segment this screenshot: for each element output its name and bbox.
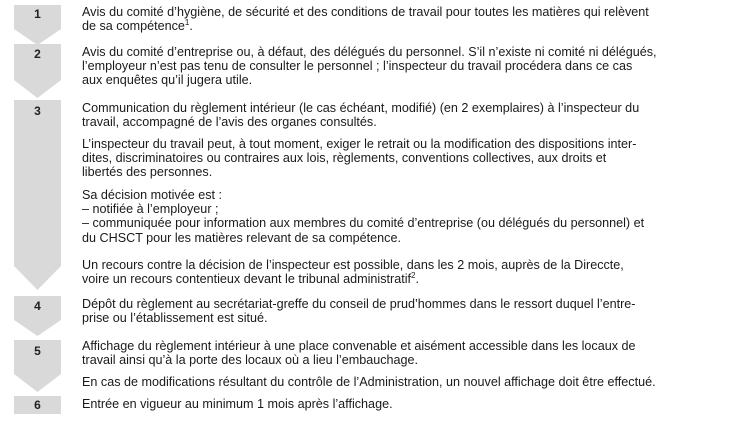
step-text	[82, 101, 692, 129]
step-paragraph: Dépôt du règlement au secrétariat-greffe du conseil de prud’hommes dans le ressort duquel l’entre- prise ou l’établissement est situé.	[82, 297, 636, 326]
step-paragraph: Sa décision motivée est : – notifiée à l’employeur ; – communiquée pour information aux membres du comité d’entreprise (ou délégués du personnel) et du CHSCT pour les matières relevant de sa compétence.	[82, 188, 645, 245]
step-paragraph: Avis du comité d’hygiène, de sécurité et des conditions de travail pour toutes les matières qui relèvent de sa compétence$^1$.	[82, 5, 649, 34]
step-text	[82, 137, 692, 180]
step-text	[82, 397, 692, 411]
step-arrow-shape	[14, 100, 61, 292]
step-paragraph: Avis du comité d’entreprise ou, à défaut, des délégués du personnel. S’il n’existe ni comité ni délégués, l’employeur n’est pas tenu de consulter le personnel ; l’inspecteur du travail procédera dans ce cas aux enquêtes qu’il jugera utile.	[82, 45, 657, 88]
step-number: 3	[34, 104, 41, 118]
step-text	[82, 339, 692, 367]
step-paragraph: Communication du règlement intérieur (le cas échéant, modifié) (en 2 exemplaires) à l’inspecteur du travail, accompagné de l’avis des organes consultés.	[82, 101, 640, 130]
step-text	[82, 5, 692, 33]
step-text	[82, 297, 692, 325]
step-paragraph: L’inspecteur du travail peut, à tout moment, exiger le retrait ou la modification des dispositions inter- dites, discriminatoires ou contraires aux lois, règlements, conventions collectives, aux droits et libertés des personnes.	[82, 137, 637, 180]
step-number: 2	[34, 47, 41, 61]
step-number: 1	[34, 7, 41, 21]
step-paragraph: Affichage du règlement intérieur à une place convenable et aisément accessible dans les locaux de travail ainsi qu’à la porte des locaux où a lieu l’embauchage.	[82, 339, 636, 368]
step-text	[82, 188, 692, 245]
step-number: 4	[34, 299, 41, 313]
step-text	[82, 45, 692, 88]
step-paragraph: Un recours contre la décision de l’inspecteur est possible, dans les 2 mois, auprès de la Direccte, voire un recours contentieux devant le tribunal administratif$^2$.	[82, 258, 624, 287]
step-text	[82, 375, 692, 389]
step-number: 6	[14, 396, 61, 414]
step-paragraph: Entrée en vigueur au minimum 1 mois après l’affichage.	[82, 397, 393, 411]
step-text	[82, 258, 692, 286]
step-paragraph: En cas de modifications résultant du contrôle de l’Administration, un nouvel affichage doit être effectué.	[82, 375, 656, 389]
step-number: 5	[34, 344, 41, 358]
